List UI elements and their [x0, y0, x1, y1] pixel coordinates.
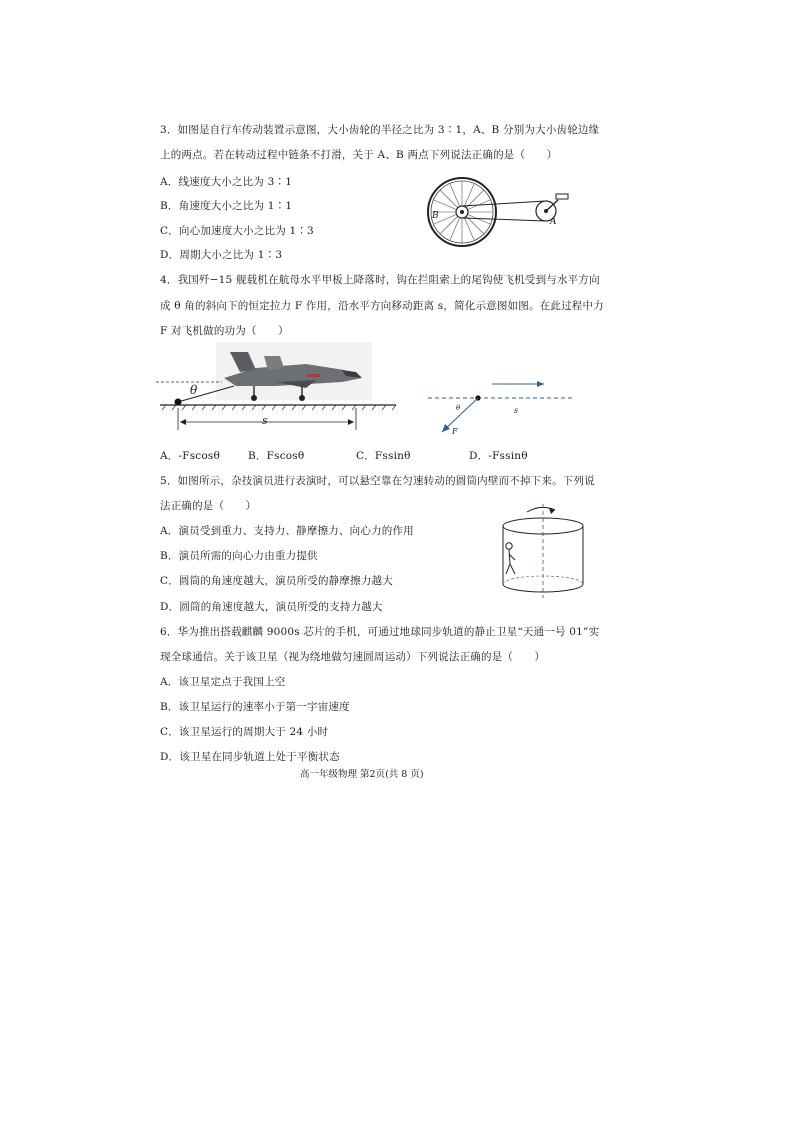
q4-stem-line-2: 成 θ 角的斜向下的恒定拉力 F 作用，沿水平方向移动距离 s，简化示意图如图。在此过程中力 — [160, 300, 604, 312]
force-s-label: s — [514, 406, 519, 415]
bicycle-transmission-figure — [426, 176, 576, 248]
q3-stem-line-2: 上的两点。若在转动过程中链条不打滑，关于 A、B 两点下列说法正确的是（ ） — [160, 149, 558, 161]
q5-option-d: D．圆筒的角速度越大，演员所受的支持力越大 — [160, 601, 383, 613]
force-diagram-figure — [426, 376, 574, 438]
q4-stem-line-3: F 对飞机做的功为（ ） — [160, 325, 289, 337]
q5-stem-line-1: 5．如图所示，杂技演员进行表演时，可以悬空靠在匀速转动的圆筒内壁而不掉下来。下列说 — [160, 475, 595, 487]
force-f-label: F — [452, 427, 458, 436]
q3-option-a: A．线速度大小之比为 3∶1 — [160, 176, 293, 188]
page-footer: 高一年级物理 第2页(共 8 页) — [300, 769, 424, 780]
q4-option-a: A．-Fscosθ — [160, 450, 221, 462]
q6-stem-line-1: 6．华为推出搭载麒麟 9000s 芯片的手机，可通过地球同步轨道的静止卫星“天通一号 01”实 — [160, 626, 600, 638]
performer-figure — [506, 543, 515, 574]
jet-landing-figure — [156, 342, 400, 432]
q4-option-b: B．Fscosθ — [248, 450, 305, 462]
q4-option-d: D．-Fssinθ — [469, 450, 528, 462]
q6-stem-line-2: 现全球通信。关于该卫星（视为绕地做匀速圆周运动）下列说法正确的是（ ） — [160, 651, 546, 663]
jet-image — [216, 342, 372, 401]
rotating-cylinder-figure — [497, 500, 593, 600]
q4-stem-line-1: 4．我国歼−15 舰载机在航母水平甲板上降落时，钩在拦阻索上的尾钩使飞机受到与水平方向 — [160, 274, 600, 286]
q3-option-b: B．角速度大小之比为 1∶1 — [160, 200, 293, 212]
q6-option-c: C．该卫星运行的周期大于 24 小时 — [160, 726, 329, 738]
q6-option-b: B．该卫星运行的速率小于第一宇宙速度 — [160, 701, 350, 713]
label-point-a: A — [550, 217, 557, 227]
q3-option-c: C．向心加速度大小之比为 1∶3 — [160, 225, 314, 237]
q6-option-d: D．该卫星在同步轨道上处于平衡状态 — [160, 751, 340, 763]
q3-stem-line-1: 3．如图是自行车传动装置示意图，大小齿轮的半径之比为 3∶1，A、B 分别为大小齿轮边缘 — [160, 124, 600, 136]
force-theta-label: θ — [456, 404, 461, 412]
q3-option-d: D．周期大小之比为 1∶3 — [160, 249, 283, 261]
jet-theta-label: θ — [190, 383, 198, 397]
jet-s-label: s — [262, 414, 268, 427]
q5-option-a: A．演员受到重力、支持力、静摩擦力、向心力的作用 — [160, 525, 414, 537]
q5-option-c: C．圆筒的角速度越大，演员所受的静摩擦力越大 — [160, 575, 393, 587]
q4-option-c: C．Fssinθ — [356, 450, 411, 462]
q5-option-b: B．演员所需的向心力由重力提供 — [160, 550, 318, 562]
q6-option-a: A．该卫星定点于我国上空 — [160, 676, 286, 688]
q5-stem-line-2: 法正确的是（ ） — [160, 500, 257, 512]
label-point-b: B — [432, 211, 439, 221]
